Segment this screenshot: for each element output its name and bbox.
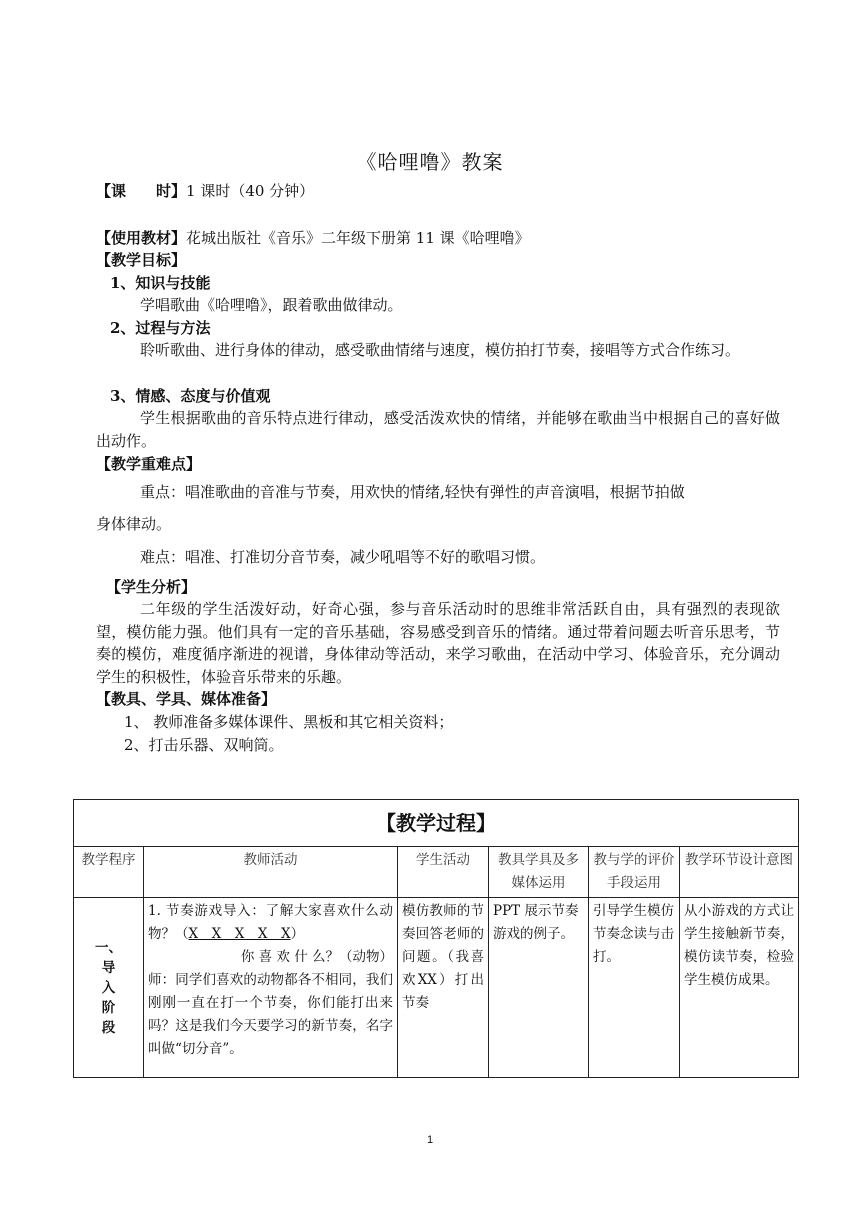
header-cell: 教师活动 bbox=[144, 847, 398, 898]
header-cell: 教学程序 bbox=[74, 847, 144, 898]
keypoints-heading: 【教学重难点】 bbox=[96, 455, 202, 473]
lesson-time-label: 【课 时】 bbox=[96, 182, 187, 200]
keypoint-text-cont: 身体律动。 bbox=[96, 515, 172, 533]
goal2-heading: 2、过程与方法 bbox=[110, 319, 211, 337]
teacher-line-1-end: ） bbox=[290, 926, 305, 942]
process-header-row bbox=[74, 847, 799, 898]
rhythm-notation: X X X X X bbox=[188, 926, 291, 942]
lesson-time-row bbox=[96, 180, 780, 202]
goal3-heading: 3、情感、态度与价值观 bbox=[110, 387, 271, 405]
material-item-2: 2、打击乐器、双响筒。 bbox=[124, 736, 284, 754]
stage-label-part: 入 bbox=[101, 979, 116, 996]
stage-label-part: 一、 bbox=[95, 939, 122, 956]
media-cell: PPT 展示节奏游戏的例子。 bbox=[489, 898, 589, 1078]
textbook-value: 花城出版社《音乐》二年级下册第 11 课《哈哩噜》 bbox=[186, 229, 530, 247]
textbook-label: 【使用教材】 bbox=[96, 229, 187, 247]
keypoint-text: 重点：唱准歌曲的音准与节奏，用欢快的情绪,轻快有弹性的声音演唱，根据节拍做 bbox=[140, 483, 685, 501]
student-activity-cell: 模仿教师的节奏回答老师的问题。（我喜欢XX）打出节奏 bbox=[398, 898, 489, 1078]
teacher-line-3: 师：同学们喜欢的动物都各不相同，我们刚刚一直在打一个节奏，你们能打出来吗？这是我们今天要学习的新节奏，名字叫做“切分音”。 bbox=[148, 972, 393, 1057]
materials-heading: 【教具、学具、媒体准备】 bbox=[96, 690, 277, 708]
stage-label-part: 阶 bbox=[101, 999, 116, 1016]
teacher-line-1: 1. 节奏游戏导入：了解大家喜欢什么动物？（ bbox=[148, 903, 393, 942]
goal1-text: 学唱歌曲《哈哩噜》，跟着歌曲做律动。 bbox=[140, 296, 403, 314]
difficulty-text: 难点：唱准、打准切分音节奏，减少吼唱等不好的歌唱习惯。 bbox=[140, 548, 546, 566]
students-heading: 【学生分析】 bbox=[106, 578, 197, 596]
stage-label-part: 段 bbox=[101, 1019, 116, 1036]
goal3-text: 学生根据歌曲的音乐特点进行律动，感受活泼欢快的情绪，并能够在歌曲当中根据自己的喜好做出动作。 bbox=[96, 409, 780, 450]
material-item-1: 1、 教师准备多媒体课件、黑板和其它相关资料； bbox=[124, 713, 454, 731]
students-text: 二年级的学生活泼好动，好奇心强，参与音乐活动时的思维非常活跃自由，具有强烈的表现欲望，模仿能力强。他们具有一定的音乐基础，容易感受到音乐的情绪。通过带着问题去听音乐思考，节奏的模仿，难度循序渐进的视谱，身体律动等活动，来学习歌曲，在活动中学习、体验音乐，充分调动学生的积极性，体验音乐带来的乐趣。 bbox=[96, 600, 780, 686]
document-title: 《哈哩噜》教案 bbox=[356, 150, 504, 174]
goal2-text: 聆听歌曲、进行身体的律动，感受歌曲情绪与速度，模仿拍打节奏，接唱等方式合作练习。 bbox=[140, 341, 741, 359]
stage-label-part: 导 bbox=[101, 959, 116, 976]
teacher-line-2: 你 喜 欢 什 么？（动物） bbox=[240, 949, 393, 965]
table-row bbox=[74, 898, 799, 1078]
header-cell: 学生活动 bbox=[398, 847, 489, 898]
intent-cell: 从小游戏的方式让学生接触新节奏，模仿读节奏，检验学生模仿成果。 bbox=[680, 898, 799, 1078]
evaluation-cell: 引导学生模仿节奏念读与击打。 bbox=[589, 898, 680, 1078]
goal1-heading: 1、知识与技能 bbox=[110, 274, 211, 292]
textbook-row bbox=[96, 227, 780, 249]
header-cell: 教具学具及多媒体运用 bbox=[489, 847, 589, 898]
header-cell: 教学环节设计意图 bbox=[680, 847, 799, 898]
stage-cell bbox=[74, 898, 144, 1078]
process-title: 【教学过程】 bbox=[74, 800, 799, 847]
goals-heading: 【教学目标】 bbox=[96, 251, 187, 269]
lesson-time-value: 1 课时（40 分钟） bbox=[186, 182, 315, 200]
teacher-activity-cell bbox=[144, 898, 398, 1078]
header-cell: 教与学的评价手段运用 bbox=[589, 847, 680, 898]
page-number: 1 bbox=[426, 1134, 434, 1146]
teaching-process-table bbox=[73, 799, 799, 1078]
